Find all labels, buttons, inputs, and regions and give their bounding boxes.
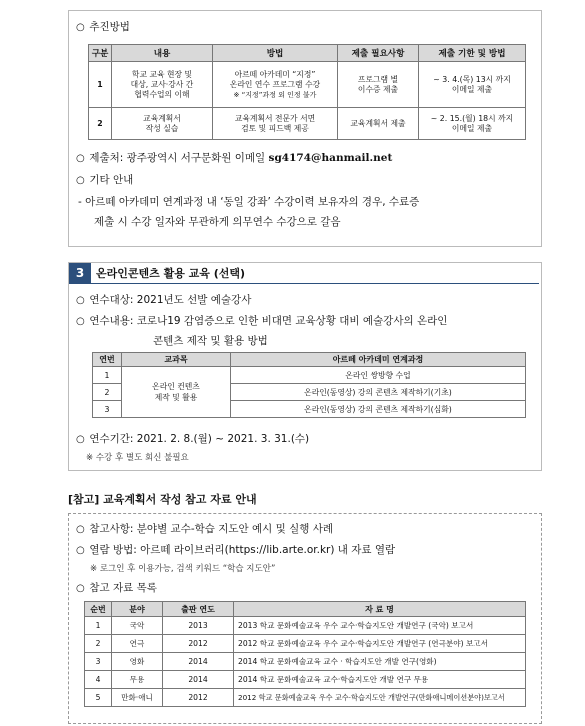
table-row: 3 영화 2014 2014 학교 문화예술교육 교수 · 학습지도안 개발 연구(영화) — [85, 653, 526, 671]
table-row: 3 온라인(동영상) 강의 콘텐츠 제작하기(심화) — [93, 401, 526, 418]
circle-bullet-icon: ○ — [76, 434, 85, 445]
email-link[interactable]: sg4174@hanmail.net — [268, 152, 393, 164]
table-row: 1 온라인 컨텐츠 제작 및 활용 온라인 쌍방향 수업 — [93, 367, 526, 384]
reference-note: ※ 로그인 후 이용가능, 검색 키워드 “학습 지도안” — [90, 564, 276, 574]
etc-heading: ○ 기타 안내 — [76, 174, 134, 186]
section-title: 온라인콘텐츠 활용 교육 (선택) — [96, 267, 246, 280]
table-header: 아르떼 아카데미 연계과정 — [231, 353, 526, 367]
etc-text-line1: - 아르떼 아카데미 연계과정 내 ‘동일 강좌’ 수강이력 보유자의 경우, 수료증 — [78, 196, 420, 208]
table-header: 연번 — [93, 353, 122, 367]
table-row: 2 온라인(동영상) 강의 콘텐츠 제작하기(기초) — [93, 384, 526, 401]
table-header: 제출 필요사항 — [338, 45, 419, 62]
training-target: ○ 연수대상: 2021년도 선발 예술강사 — [76, 294, 252, 306]
table-row: 2 연극 2012 2012 학교 문화예술교육 우수 교수·학습지도안 개발연구 (연극분야) 보고서 — [85, 635, 526, 653]
table-header: 순번 — [85, 602, 112, 617]
method-heading: ○ 추진방법 — [76, 21, 130, 33]
etc-text-line2: 제출 시 수강 일자와 무관하게 의무연수 수강으로 갈음 — [94, 216, 341, 228]
table-row: 1 학교 교육 현장 및 대상, 교사·강사 간 협력수업의 이해 아르떼 아카데미 “지정” 온라인 연수 프로그램 수강 ※ “지정”과정 외 인정 불가 프로그램 별 이수증 제출 ~ 3. 4.(목) 13시 까지 이메일 제출 — [89, 62, 526, 108]
circle-bullet-icon: ○ — [76, 153, 85, 164]
training-note: ※ 수강 후 별도 회신 불필요 — [86, 453, 189, 463]
table-row: 5 만화·애니 2012 2012 학교 문화예술교육 우수 교수·학습지도안 개발연구(만화애니메이션분야)보고서 — [85, 689, 526, 707]
training-content-line1: ○ 연수내용: 코로나19 감염증으로 인한 비대면 교육상황 대비 예술강사의 온라인 — [76, 315, 448, 327]
circle-bullet-icon: ○ — [76, 22, 85, 33]
table-header: 제출 기한 및 방법 — [419, 45, 526, 62]
reference-access: ○ 열람 방법: 아르떼 라이브러리(https://lib.arte.or.kr) 내 자료 열람 — [76, 544, 396, 556]
table-row: 4 무용 2014 2014 학교 문화예술교육 교수·학습지도안 개발 연구 무용 — [85, 671, 526, 689]
table-header: 교과목 — [122, 353, 231, 367]
table-row: 1 국악 2013 2013 학교 문화예술교육 우수 교수·학습지도안 개발연구 (국악) 보고서 — [85, 617, 526, 635]
section-divider — [69, 283, 539, 284]
table-header: 방법 — [213, 45, 338, 62]
subject-cell: 온라인 컨텐츠 제작 및 활용 — [122, 367, 231, 418]
method-table — [88, 44, 526, 140]
reference-list-heading: ○ 참고 자료 목록 — [76, 582, 157, 594]
circle-bullet-icon: ○ — [76, 295, 85, 306]
circle-bullet-icon: ○ — [76, 175, 85, 186]
circle-bullet-icon: ○ — [76, 524, 85, 535]
table-header: 구분 — [89, 45, 112, 62]
online-course-table — [92, 352, 526, 418]
table-header: 분야 — [112, 602, 163, 617]
training-period: ○ 연수기간: 2021. 2. 8.(월) ~ 2021. 3. 31.(수) — [76, 433, 310, 445]
circle-bullet-icon: ○ — [76, 583, 85, 594]
table-header: 내용 — [112, 45, 213, 62]
training-content-line2: 콘텐츠 제작 및 활용 방법 — [153, 335, 268, 347]
circle-bullet-icon: ○ — [76, 545, 85, 556]
reference-item: ○ 참고사항: 분야별 교수-학습 지도안 예시 및 실행 사례 — [76, 523, 334, 535]
reference-table — [84, 601, 526, 707]
circle-bullet-icon: ○ — [76, 316, 85, 327]
section-number: 3 — [69, 263, 91, 283]
table-header: 자 료 명 — [234, 602, 526, 617]
reference-title: [참고] 교육계획서 작성 참고 자료 안내 — [68, 493, 257, 506]
submit-destination: ○ 제출처: 광주광역시 서구문화원 이메일 sg4174@hanmail.net — [76, 152, 393, 164]
table-header: 출판 연도 — [163, 602, 234, 617]
table-row: 2 교육계획서 작성 실습 교육계획서 전문가 서면 검토 및 피드백 제공 교육계획서 제출 ~ 2. 15.(월) 18시 까지 이메일 제출 — [89, 108, 526, 140]
